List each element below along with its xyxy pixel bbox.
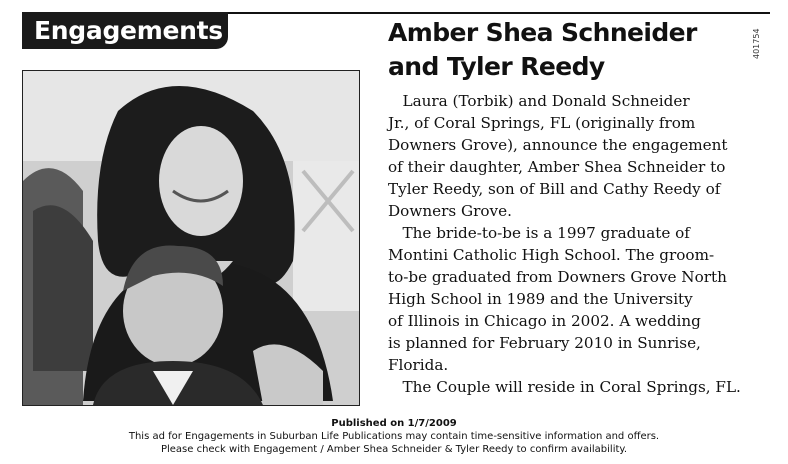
headline-line-1: Amber Shea Schneider <box>388 18 697 47</box>
couple-photo <box>22 70 360 406</box>
body-line: Laura (Torbik) and Donald Schneider <box>388 92 690 110</box>
body-line: Downers Grove. <box>388 202 512 220</box>
headline-line-2: and Tyler Reedy <box>388 52 605 81</box>
section-tab: Engagements <box>22 12 228 49</box>
body-line: The Couple will reside in Coral Springs, FL. <box>388 378 741 396</box>
footer <box>0 417 788 456</box>
body-line: Florida. <box>388 356 449 374</box>
body-line: Montini Catholic High School. The groom- <box>388 246 715 264</box>
body-line: High School in 1989 and the University <box>388 290 693 308</box>
couple-photo-illustration <box>23 71 359 405</box>
body-line: is planned for February 2010 in Sunrise, <box>388 334 701 352</box>
headline <box>388 16 748 84</box>
body-line: Tyler Reedy, son of Bill and Cathy Reedy of <box>388 180 721 198</box>
announcement-body <box>388 90 778 398</box>
published-date: Published on 1/7/2009 <box>331 418 457 429</box>
footer-disclaimer: This ad for Engagements in Suburban Life Publications may contain time-sensitive information and offers. <box>128 431 660 442</box>
body-line: to-be graduated from Downers Grove North <box>388 268 727 286</box>
body-line: of their daughter, Amber Shea Schneider to <box>388 158 726 176</box>
body-line: of Illinois in Chicago in 2002. A wedding <box>388 312 701 330</box>
body-line: The bride-to-be is a 1997 graduate of <box>388 224 690 242</box>
body-line: Jr., of Coral Springs, FL (originally from <box>388 114 696 132</box>
footer-availability: Please check with Engagement / Amber Shea Schneider & Tyler Reedy to confirm availability. <box>160 444 628 455</box>
ad-id: 401754 <box>752 28 761 60</box>
body-line: Downers Grove), announce the engagement <box>388 136 728 154</box>
